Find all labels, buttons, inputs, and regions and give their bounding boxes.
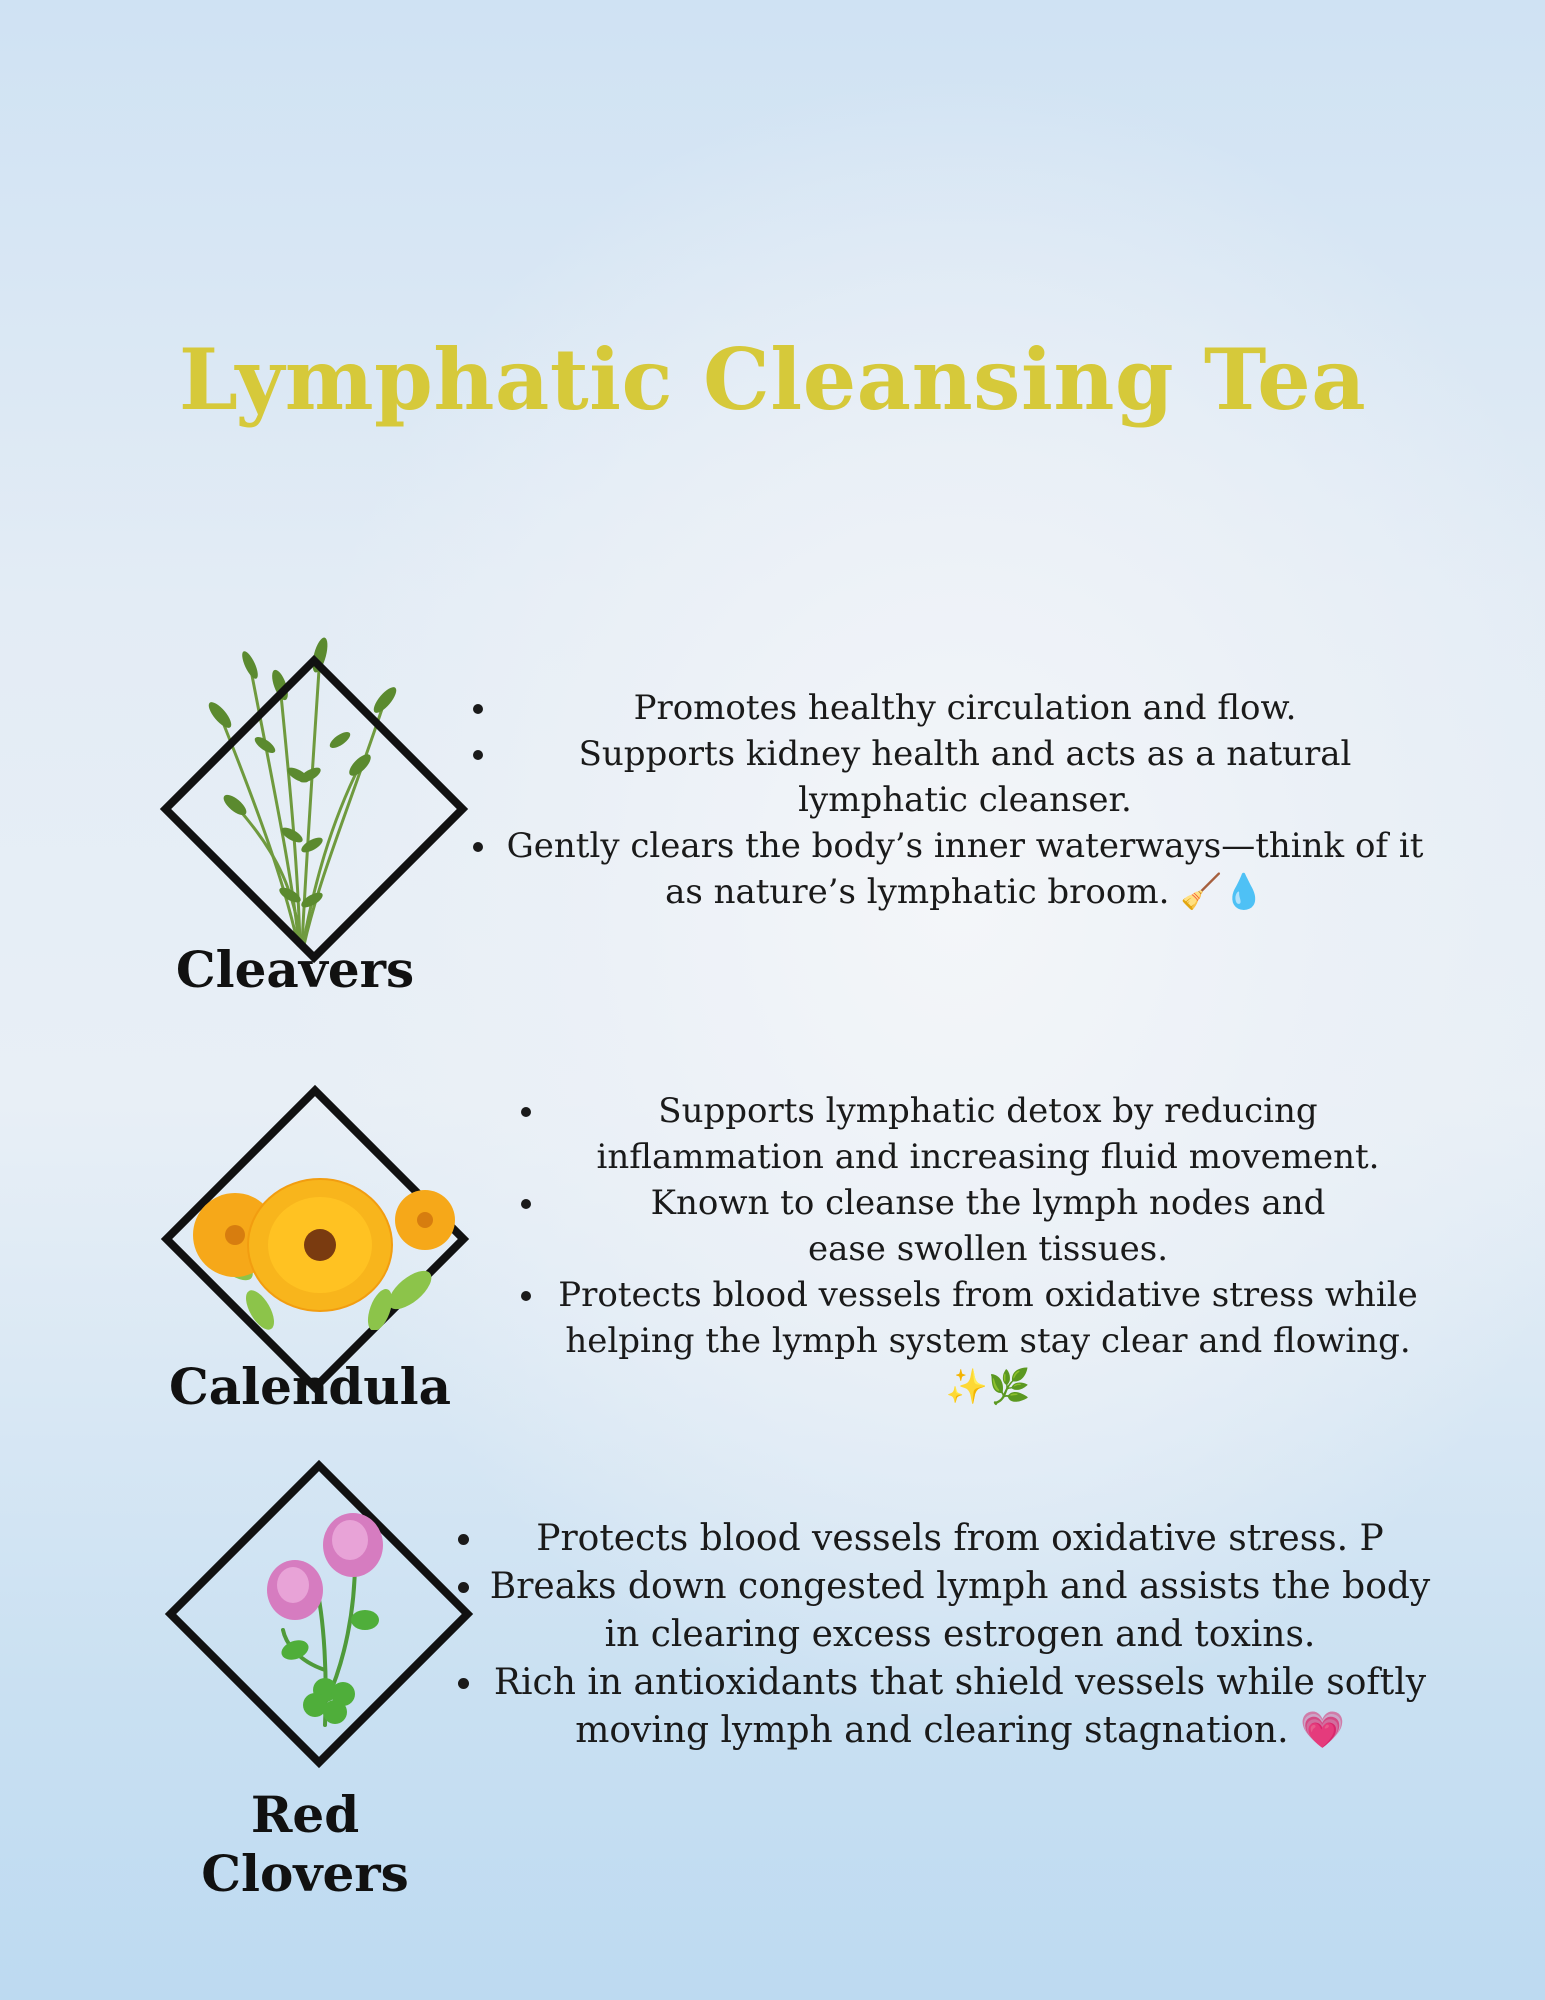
list-item: • Supports lymphatic detox by reducing inflammation and increasing fluid movement. [548, 1088, 1428, 1180]
list-item: • Protects blood vessels from oxidative stress. P [486, 1515, 1434, 1563]
herb-name-red-clovers: Red Clovers [201, 1785, 409, 1903]
list-item: • Protects blood vessels from oxidative stress while helping the lymph system stay clear and flowing. ✨🌿 [548, 1272, 1428, 1410]
red-clovers-benefits-list [452, 1515, 1434, 1755]
list-item: • Breaks down congested lymph and assists the body in clearing excess estrogen and toxins. [486, 1563, 1434, 1659]
list-item: • Supports kidney health and acts as a natural lymphatic cleanser. [500, 731, 1430, 823]
list-item: • Rich in antioxidants that shield vessels while softly moving lymph and clearing stagnation. 💗 [486, 1659, 1434, 1755]
cleavers-benefits-list [466, 685, 1430, 915]
red-clover-flowers-image [255, 1500, 415, 1730]
calendula-flowers-image [180, 1140, 470, 1330]
list-item: • Gently clears the body’s inner waterways—think of it as nature’s lymphatic broom. 🧹💧 [500, 823, 1430, 915]
list-item: • Known to cleanse the lymph nodes and ease swollen tissues. [548, 1180, 1428, 1272]
list-item: • Promotes healthy circulation and flow. [500, 685, 1430, 731]
herb-name-calendula: Calendula [168, 1357, 452, 1416]
page-title: Lymphatic Cleansing Tea [178, 330, 1367, 429]
herb-name-cleavers: Cleavers [175, 940, 415, 999]
calendula-benefits-list [514, 1088, 1428, 1410]
